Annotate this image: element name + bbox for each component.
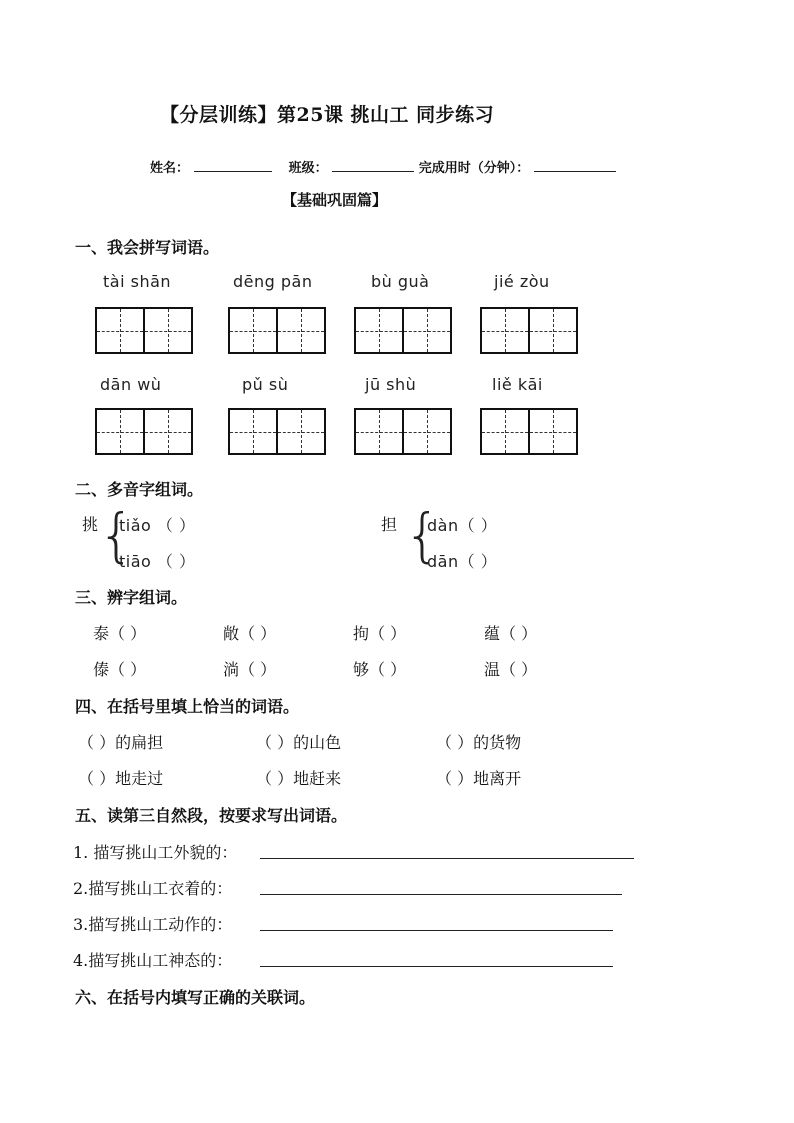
question-prompt: 3.描写挑山工动作的： [73,915,233,934]
char-pair-item[interactable]: 傣（ ） [93,660,147,679]
name-label: 姓名： [150,161,190,176]
answer-line[interactable] [260,929,613,931]
polyphone-reading[interactable]: tiǎo （ ） [119,516,196,535]
time-blank[interactable] [534,157,616,172]
subheading: 【基础巩固篇】 [282,191,388,209]
polyphone-reading[interactable]: tiāo （ ） [119,552,196,571]
class-label: 班级： [288,161,328,176]
writing-grid[interactable] [354,307,452,354]
section-2-heading: 二、多音字组词。 [75,480,204,499]
writing-grid[interactable] [95,408,193,455]
pinyin-label: pǔ sù [242,375,289,394]
writing-grid[interactable] [480,307,578,354]
answer-line[interactable] [260,893,622,895]
char-pair-item[interactable]: 敞（ ） [223,624,277,643]
answer-line[interactable] [260,965,613,967]
writing-grid[interactable] [228,307,326,354]
name-blank[interactable] [194,157,272,172]
fill-phrase[interactable]: （ ）的货物 [436,733,522,752]
student-info-line [150,157,616,176]
time-label: 完成用时（分钟）： [418,161,530,176]
pinyin-label: dān wù [100,375,162,394]
writing-grid[interactable] [228,408,326,455]
char-pair-item[interactable]: 够（ ） [353,660,407,679]
polyphone-reading[interactable]: dān（ ） [427,552,498,571]
writing-grid[interactable] [480,408,578,455]
pinyin-label: jié zòu [494,272,550,291]
pinyin-label: tài shān [103,272,172,291]
fill-phrase[interactable]: （ ）地离开 [436,769,522,788]
fill-phrase[interactable]: （ ）地赶来 [256,769,342,788]
question-prompt: 2.描写挑山工衣着的： [73,879,233,898]
page-title: 【分层训练】第25课 挑山工 同步练习 [160,104,495,126]
char-pair-item[interactable]: 淌（ ） [223,660,277,679]
class-blank[interactable] [332,157,414,172]
polyphone-char: 担 [381,515,398,534]
polyphone-char: 挑 [82,515,99,534]
question-prompt: 1. 描写挑山工外貌的： [73,843,238,862]
char-pair-item[interactable]: 泰（ ） [93,624,147,643]
pinyin-label: jū shù [365,375,417,394]
section-6-heading: 六、在括号内填写正确的关联词。 [75,988,316,1007]
writing-grid[interactable] [95,307,193,354]
section-4-heading: 四、在括号里填上恰当的词语。 [75,697,300,716]
pinyin-label: bù guà [371,272,430,291]
brace-icon: { [98,501,135,569]
writing-grid[interactable] [354,408,452,455]
section-3-heading: 三、辨字组词。 [75,588,188,607]
polyphone-reading[interactable]: dàn（ ） [427,516,498,535]
pinyin-label: dēng pān [233,272,313,291]
brace-icon: { [404,501,441,569]
question-prompt: 4.描写挑山工神态的： [73,951,233,970]
fill-phrase[interactable]: （ ）的扁担 [78,733,164,752]
pinyin-label: liě kāi [492,375,543,394]
char-pair-item[interactable]: 温（ ） [484,660,538,679]
fill-phrase[interactable]: （ ）的山色 [256,733,342,752]
char-pair-item[interactable]: 拘（ ） [353,624,407,643]
fill-phrase[interactable]: （ ）地走过 [78,769,164,788]
section-5-heading: 五、读第三自然段，按要求写出词语。 [75,806,348,825]
char-pair-item[interactable]: 蕴（ ） [484,624,538,643]
answer-line[interactable] [260,857,634,859]
section-1-heading: 一、我会拼写词语。 [75,238,220,257]
